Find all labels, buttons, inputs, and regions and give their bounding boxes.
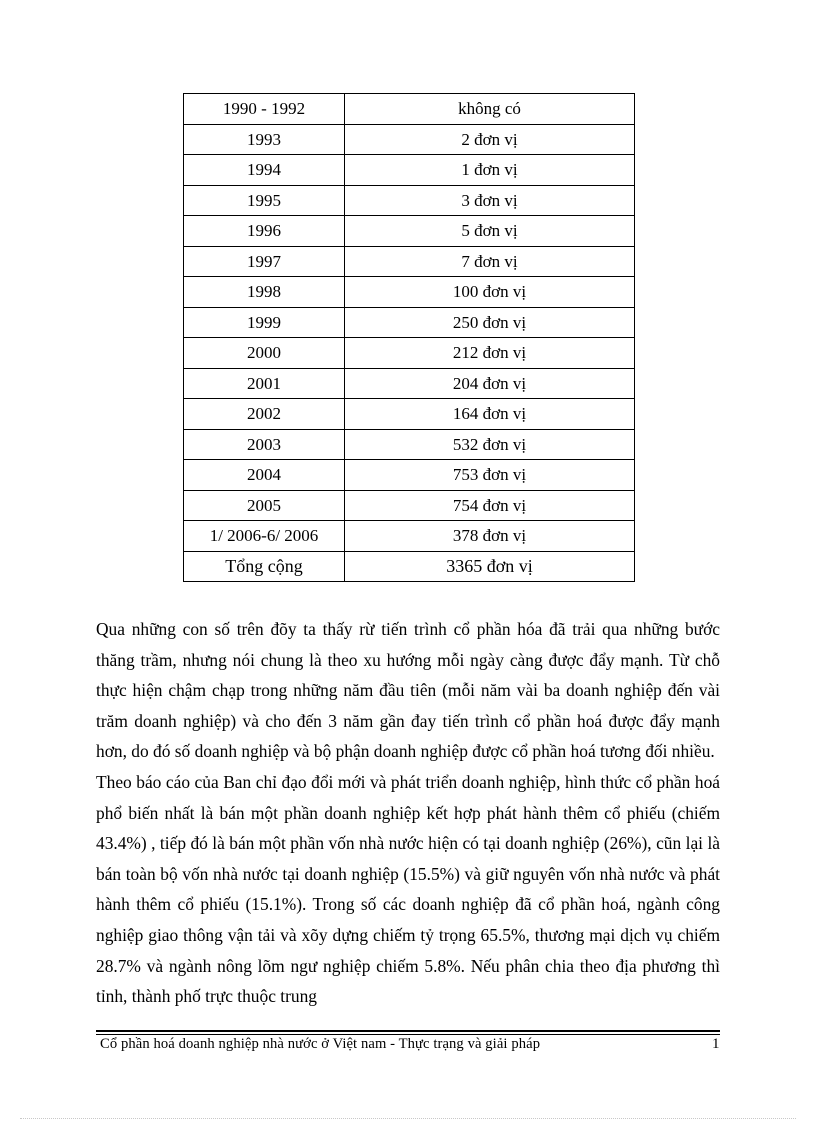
- table-row: [184, 277, 635, 308]
- year-cell: 1/ 2006-6/ 2006: [184, 521, 345, 552]
- table-row: [184, 368, 635, 399]
- year-cell: 1994: [184, 155, 345, 186]
- year-cell: 2001: [184, 368, 345, 399]
- year-cell: 1999: [184, 307, 345, 338]
- count-cell: 3 đơn vị: [345, 185, 635, 216]
- year-cell: 2005: [184, 490, 345, 521]
- table-row: [184, 521, 635, 552]
- stats-table-body: [184, 94, 635, 582]
- year-cell: 1995: [184, 185, 345, 216]
- total-label-cell: Tổng cộng: [184, 551, 345, 582]
- table-row: [184, 399, 635, 430]
- total-count-cell: 3365 đơn vị: [345, 551, 635, 582]
- year-cell: 2002: [184, 399, 345, 430]
- table-row: [184, 185, 635, 216]
- equitization-stats-table: [183, 93, 635, 582]
- paragraph: Theo báo cáo của Ban chỉ đạo đổi mới và phát triển doanh nghiệp, hình thức cổ phần hoá phổ biến nhất là bán một phần doanh nghiệp kết hợp phát hành thêm cổ phiếu (chiếm 43.4%) , tiếp đó là bán một phần vốn nhà nước hiện có tại doanh nghiệp (26%), cũn lại là bán toàn bộ vốn nhà nước tại doanh nghiệp (15.5%) và giữ nguyên vốn nhà nước và phát hành thêm cổ phiếu (15.1%). Trong số các doanh nghiệp đã cổ phần hoá, ngành công nghiệp giao thông vận tải và xõy dựng chiếm tỷ trọng 65.5%, thương mại dịch vụ chiếm 28.7% và ngành nông lõm ngư nghiệp chiếm 5.8%. Nếu phân chia theo địa phương thì tỉnh, thành phố trực thuộc trung: [96, 771, 720, 1007]
- count-cell: 204 đơn vị: [345, 368, 635, 399]
- count-cell: 378 đơn vị: [345, 521, 635, 552]
- table-row: [184, 490, 635, 521]
- year-cell: 2003: [184, 429, 345, 460]
- count-cell: 5 đơn vị: [345, 216, 635, 247]
- count-cell: không có: [345, 94, 635, 125]
- count-cell: 100 đơn vị: [345, 277, 635, 308]
- year-cell: 1996: [184, 216, 345, 247]
- table-row: [184, 429, 635, 460]
- table-row: [184, 216, 635, 247]
- table-row: [184, 155, 635, 186]
- footer-divider: [96, 1030, 720, 1032]
- year-cell: 1998: [184, 277, 345, 308]
- total-row: [184, 551, 635, 582]
- page-number: 1: [712, 1036, 720, 1052]
- count-cell: 1 đơn vị: [345, 155, 635, 186]
- table-row: [184, 246, 635, 277]
- count-cell: 753 đơn vị: [345, 460, 635, 491]
- count-cell: 212 đơn vị: [345, 338, 635, 369]
- year-cell: 1993: [184, 124, 345, 155]
- table-row: [184, 460, 635, 491]
- footer-title: Cổ phần hoá doanh nghiệp nhà nước ở Việt nam - Thực trạng và giải pháp: [100, 1036, 541, 1052]
- count-cell: 7 đơn vị: [345, 246, 635, 277]
- count-cell: 754 đơn vị: [345, 490, 635, 521]
- table-row: [184, 124, 635, 155]
- year-cell: 1990 - 1992: [184, 94, 345, 125]
- year-cell: 1997: [184, 246, 345, 277]
- footer-divider-thin: [96, 1034, 720, 1035]
- page-bottom-border: [20, 1118, 796, 1119]
- count-cell: 2 đơn vị: [345, 124, 635, 155]
- body-text: [96, 614, 720, 1012]
- table-row: [184, 338, 635, 369]
- year-cell: 2000: [184, 338, 345, 369]
- year-cell: 2004: [184, 460, 345, 491]
- count-cell: 532 đơn vị: [345, 429, 635, 460]
- count-cell: 164 đơn vị: [345, 399, 635, 430]
- table-row: [184, 94, 635, 125]
- count-cell: 250 đơn vị: [345, 307, 635, 338]
- paragraph: Qua những con số trên đõy ta thấy rừ tiến trình cổ phần hóa đã trải qua những bước thăng trầm, nhưng nói chung là theo xu hướng mỗi ngày càng được đẩy mạnh. Từ chỗ thực hiện chậm chạp trong những năm đầu tiên (mỗi năm vài ba doanh nghiệp đến vài trăm doanh nghiệp) và cho đến 3 năm gần đay tiến trình cổ phần hoá được đẩy mạnh hơn, do đó số doanh nghiệp và bộ phận doanh nghiệp được cổ phần hoá tương đối nhiều.: [96, 619, 720, 762]
- table-row: [184, 307, 635, 338]
